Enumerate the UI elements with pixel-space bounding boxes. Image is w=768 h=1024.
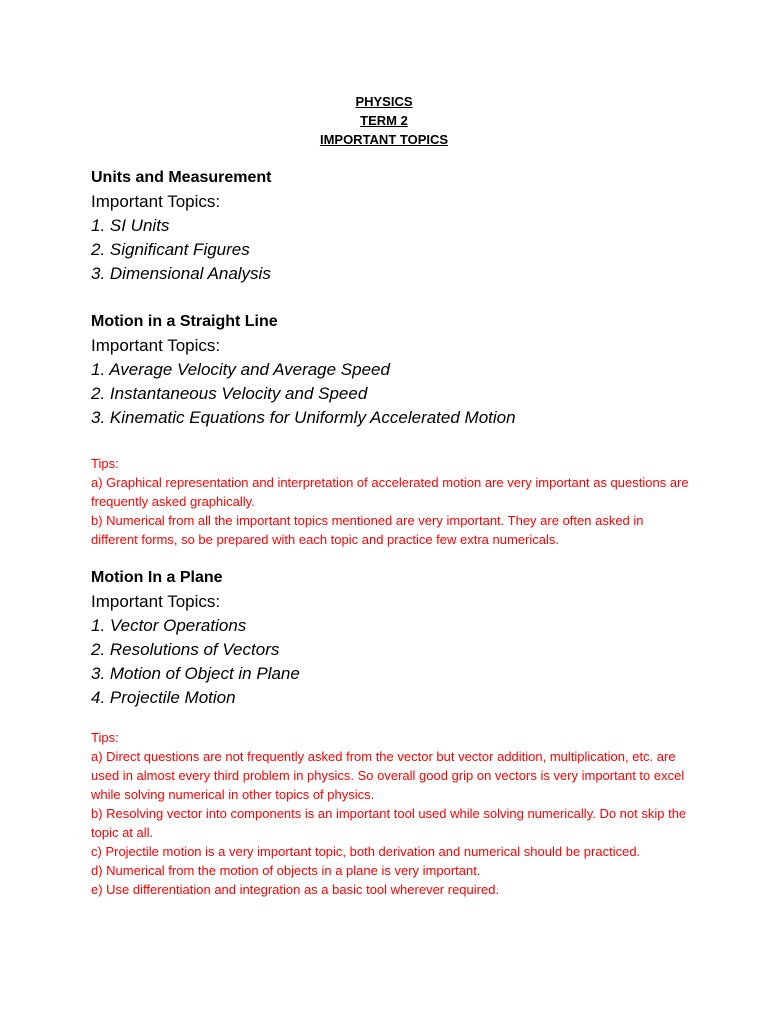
tips-block-straight-line [91, 454, 691, 549]
header-title: IMPORTANT TOPICS [319, 132, 449, 147]
tips-heading: Tips: [91, 456, 119, 471]
topic-item: 1. Average Velocity and Average Speed [91, 360, 390, 379]
important-topics-label: Important Topics: [91, 192, 221, 211]
tip-item: c) Projectile motion is a very important topic, both derivation and numerical should be practiced. [91, 844, 641, 859]
topic-item: 4. Projectile Motion [91, 688, 236, 707]
tip-item: b) Numerical from all the important topics mentioned are very important. They are often asked in different forms, so be prepared with each topic and practice few extra numericals. [91, 513, 644, 547]
topic-item: 3. Motion of Object in Plane [91, 664, 300, 683]
tips-block-plane [91, 728, 691, 899]
document-header [0, 92, 768, 149]
tip-item: a) Direct questions are not frequently asked from the vector but vector addition, multiplication, etc. are used in almost every third problem in physics. So overall good grip on vectors is very important to excel while solving numerical in other topics of physics. [91, 749, 685, 802]
header-subject: PHYSICS [355, 94, 413, 109]
important-topics-label: Important Topics: [91, 592, 221, 611]
section-title: Motion in a Straight Line [91, 313, 278, 330]
topic-item: 3. Kinematic Equations for Uniformly Accelerated Motion [91, 408, 516, 427]
topic-item: 1. Vector Operations [91, 616, 247, 635]
topic-item: 2. Resolutions of Vectors [91, 640, 280, 659]
topic-item: 3. Dimensional Analysis [91, 264, 271, 283]
tip-item: b) Resolving vector into components is an important tool used while solving numerically. Do not skip the topic at all. [91, 806, 687, 840]
tips-heading: Tips: [91, 730, 119, 745]
section-title: Motion In a Plane [91, 569, 223, 586]
tip-item: d) Numerical from the motion of objects in a plane is very important. [91, 863, 481, 878]
topic-item: 2. Significant Figures [91, 240, 250, 259]
header-term: TERM 2 [360, 113, 408, 128]
section-motion-in-plane [91, 566, 691, 710]
section-title: Units and Measurement [91, 169, 272, 186]
important-topics-label: Important Topics: [91, 336, 221, 355]
tip-item: e) Use differentiation and integration as a basic tool wherever required. [91, 882, 500, 897]
section-motion-in-straight-line [91, 310, 691, 430]
section-units-and-measurement [91, 166, 691, 286]
tip-item: a) Graphical representation and interpretation of accelerated motion are very important as questions are frequently asked graphically. [91, 475, 689, 509]
topic-item: 2. Instantaneous Velocity and Speed [91, 384, 368, 403]
topic-item: 1. SI Units [91, 216, 170, 235]
